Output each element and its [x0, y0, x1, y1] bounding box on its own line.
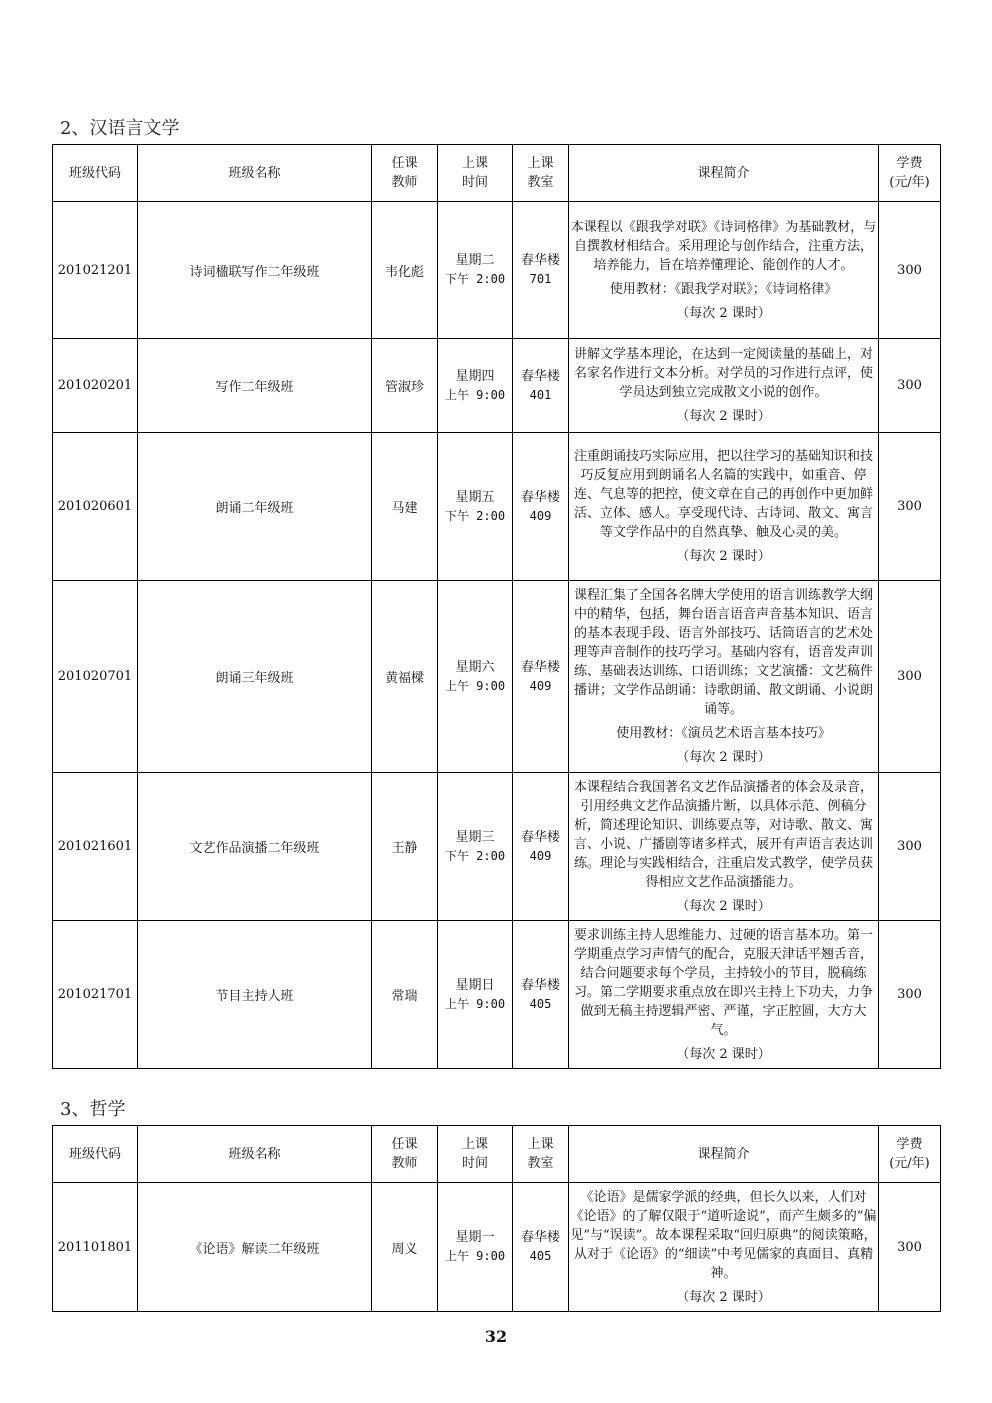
course-description	[569, 773, 879, 921]
classroom-number: 409	[529, 848, 552, 863]
class-name: 朗诵二年级班	[138, 433, 372, 581]
class-code: 201021201	[53, 202, 138, 339]
classroom	[513, 202, 569, 339]
tuition-fee: 300	[879, 1183, 941, 1312]
class-name: 文艺作品演播二年级班	[138, 773, 372, 921]
header-classroom-line: 上课	[527, 1137, 554, 1152]
class-hours-note: （每次 2 课时）	[676, 1046, 771, 1062]
class-time	[438, 202, 513, 339]
header-classroom-line: 上课	[527, 156, 554, 171]
class-name: 节目主持人班	[138, 921, 372, 1069]
header-teacher-line: 任课	[391, 156, 418, 171]
header-tuition-line: (元/年)	[889, 175, 930, 190]
class-code: 201020601	[53, 433, 138, 581]
table-row	[53, 581, 941, 773]
header-teacher-line: 任课	[391, 1137, 418, 1152]
header-course-description	[569, 145, 879, 202]
header-class-code-line: 班级代码	[68, 165, 121, 181]
classroom	[513, 773, 569, 921]
table-row	[53, 921, 941, 1069]
class-day: 星期六	[455, 659, 495, 675]
tuition-fee: 300	[879, 202, 941, 339]
header-classroom	[513, 145, 569, 202]
header-course-description	[569, 1126, 879, 1183]
header-class-code	[53, 1126, 138, 1183]
class-name: 诗词楹联写作二年级班	[138, 202, 372, 339]
class-hours-note: （每次 2 课时）	[676, 1289, 771, 1305]
header-class-name-line: 班级名称	[228, 165, 281, 181]
class-hours-note: （每次 2 课时）	[676, 898, 771, 914]
class-name: 《论语》解读二年级班	[138, 1183, 372, 1312]
header-tuition-line: (元/年)	[889, 1156, 930, 1171]
header-class-code-line: 班级代码	[68, 1146, 121, 1162]
course-description	[569, 433, 879, 581]
classroom-building: 春华楼	[520, 659, 560, 675]
class-day: 星期五	[455, 489, 495, 505]
classroom-building: 春华楼	[520, 253, 560, 268]
header-tuition	[879, 145, 941, 202]
class-slot: 上午 9:00	[444, 387, 506, 402]
section-title-chinese-literature: 2、汉语言文学	[60, 118, 180, 139]
class-day: 星期三	[455, 829, 495, 845]
header-tuition-line: 学费	[896, 1137, 923, 1152]
header-tuition	[879, 1126, 941, 1183]
header-class-time	[438, 1126, 513, 1183]
table-row	[53, 339, 941, 433]
class-day: 星期四	[455, 368, 495, 384]
description-paragraph: 课程汇集了全国各名牌大学使用的语言训练教学大纲中的精华，包括，舞台语言语音声音基本知识、语言的基本表现手段、语言外部技巧、话筒语言的艺术处理等声音制作的技巧学习。基础内容有，语音发声训练、基础表达训练、口语训练；文艺演播：文艺稿件播讲；文学作品朗诵：诗歌朗诵、散文朗诵、小说朗诵等。	[573, 588, 873, 717]
course-description	[569, 339, 879, 433]
description-paragraph: 本课程以《跟我学对联》《诗词格律》为基础教材，与自撰教材相结合。采用理论与创作结合，注重方法，培养能力，旨在培养懂理论、能创作的人才。	[570, 219, 877, 273]
header-class-name	[138, 145, 372, 202]
classroom-number: 401	[529, 387, 552, 402]
teacher-name: 管淑珍	[372, 339, 438, 433]
classroom-building: 春华楼	[520, 977, 560, 993]
class-day: 星期一	[455, 1230, 495, 1245]
header-classroom	[513, 1126, 569, 1183]
header-class-name	[138, 1126, 372, 1183]
class-time	[438, 1183, 513, 1312]
section-title-philosophy: 3、哲学	[60, 1099, 126, 1120]
table-header-row	[53, 145, 941, 202]
class-code: 201101801	[53, 1183, 138, 1312]
description-paragraph: 注重朗诵技巧实际应用，把以往学习的基础知识和技巧反复应用到朗诵名人名篇的实践中，如重音、停连、气息等的把控，使文章在自己的再创作中更加鲜活、立体、感人。享受现代诗、古诗词、散文、寓言等文学作品中的自然真挚、触及心灵的美。	[573, 449, 873, 540]
classroom	[513, 339, 569, 433]
description-paragraph: 本课程结合我国著名文艺作品演播者的体会及录音，引用经典文艺作品演播片断，以具体示范、例稿分析，简述理论知识、训练要点等，对诗歌、散文、寓言、小说、广播剧等诸多样式，展开有声语言表达训练。理论与实践相结合，注重启发式教学，使学员获得相应文艺作品演播能力。	[573, 779, 873, 890]
class-hours-note: （每次 2 课时）	[676, 409, 771, 424]
table-row	[53, 1183, 941, 1312]
course-table-chinese-literature	[52, 144, 941, 1069]
classroom-building: 春华楼	[520, 1230, 560, 1245]
class-time	[438, 339, 513, 433]
teacher-name: 周义	[372, 1183, 438, 1312]
class-time	[438, 433, 513, 581]
header-class-time-line: 时间	[461, 1156, 488, 1171]
tuition-fee: 300	[879, 921, 941, 1069]
class-code: 201020701	[53, 581, 138, 773]
header-classroom-line: 教室	[527, 1156, 554, 1171]
class-hours-note: （每次 2 课时）	[676, 305, 771, 321]
header-tuition-line: 学费	[896, 156, 923, 171]
class-name: 写作二年级班	[138, 339, 372, 433]
header-class-name-line: 班级名称	[228, 1146, 281, 1162]
description-paragraph: 讲解文学基本理论，在达到一定阅读量的基础上，对名家名作进行文本分析。对学员的习作进行点评，使学员达到独立完成散文小说的创作。	[573, 347, 873, 400]
class-code: 201021601	[53, 773, 138, 921]
table-row	[53, 202, 941, 339]
header-class-time-line: 上课	[461, 156, 488, 171]
class-slot: 上午 9:00	[444, 996, 506, 1011]
header-teacher-line: 教师	[391, 1156, 418, 1171]
tuition-fee: 300	[879, 581, 941, 773]
tuition-fee: 300	[879, 773, 941, 921]
course-table-philosophy	[52, 1125, 941, 1312]
teacher-name: 常瑞	[372, 921, 438, 1069]
class-slot: 下午 2:00	[444, 508, 506, 523]
table-row	[53, 773, 941, 921]
classroom-number: 409	[529, 678, 552, 693]
class-day: 星期日	[455, 977, 495, 993]
class-time	[438, 921, 513, 1069]
class-slot: 下午 2:00	[444, 272, 506, 286]
page-number: 32	[484, 1327, 508, 1346]
classroom	[513, 921, 569, 1069]
teacher-name: 韦化彪	[372, 202, 438, 339]
description-paragraph: 要求训练主持人思维能力、过硬的语言基本功。第一学期重点学习声情气的配合，克服天津话平翘舌音，结合问题要求每个学员，主持较小的节目，脱稿练习。第二学期要求重点放在即兴主持上下功夫，力争做到无稿主持逻辑严密、严谨，字正腔圆，大方大气。	[573, 927, 873, 1038]
class-time	[438, 581, 513, 773]
teacher-name: 马建	[372, 433, 438, 581]
header-course-description-line: 课程简介	[697, 165, 750, 181]
classroom	[513, 1183, 569, 1312]
description-paragraph: 《论语》是儒家学派的经典，但长久以来，人们对《论语》的了解仅限于“道听途说”，而产生颇多的“偏见”与“误读”。故本课程采取“回归原典”的阅读策略，从对于《论语》的“细读”中考见儒家的真面目、真精神。	[570, 1189, 877, 1281]
classroom-number: 701	[529, 272, 552, 286]
class-slot: 下午 2:00	[444, 848, 506, 863]
classroom-number: 409	[529, 508, 552, 523]
classroom	[513, 581, 569, 773]
tuition-fee: 300	[879, 433, 941, 581]
table-row	[53, 433, 941, 581]
table-header-row	[53, 1126, 941, 1183]
classroom-building: 春华楼	[520, 489, 560, 505]
tuition-fee: 300	[879, 339, 941, 433]
classroom	[513, 433, 569, 581]
classroom-number: 405	[529, 996, 552, 1011]
header-class-time-line: 时间	[461, 175, 488, 190]
header-teacher	[372, 1126, 438, 1183]
class-code: 201021701	[53, 921, 138, 1069]
course-description	[569, 202, 879, 339]
class-slot: 上午 9:00	[444, 678, 506, 693]
course-description	[569, 1183, 879, 1312]
teacher-name: 王静	[372, 773, 438, 921]
class-day: 星期二	[455, 253, 495, 268]
course-description	[569, 581, 879, 773]
header-class-code	[53, 145, 138, 202]
teacher-name: 黄福樑	[372, 581, 438, 773]
description-paragraph: 使用教材：《演员艺术语言基本技巧》	[616, 726, 831, 741]
course-description	[569, 921, 879, 1069]
classroom-building: 春华楼	[520, 829, 560, 845]
description-paragraph: 使用教材：《跟我学对联》；《诗词格律》	[609, 281, 838, 297]
class-name: 朗诵三年级班	[138, 581, 372, 773]
header-class-time-line: 上课	[461, 1137, 488, 1152]
class-code: 201020201	[53, 339, 138, 433]
header-course-description-line: 课程简介	[697, 1146, 750, 1162]
class-time	[438, 773, 513, 921]
header-classroom-line: 教室	[527, 175, 554, 190]
class-hours-note: （每次 2 课时）	[676, 549, 771, 564]
class-slot: 上午 9:00	[444, 1249, 506, 1263]
class-hours-note: （每次 2 课时）	[676, 750, 771, 765]
header-class-time	[438, 145, 513, 202]
header-teacher	[372, 145, 438, 202]
classroom-number: 405	[529, 1249, 552, 1263]
classroom-building: 春华楼	[520, 368, 560, 384]
header-teacher-line: 教师	[391, 175, 418, 190]
